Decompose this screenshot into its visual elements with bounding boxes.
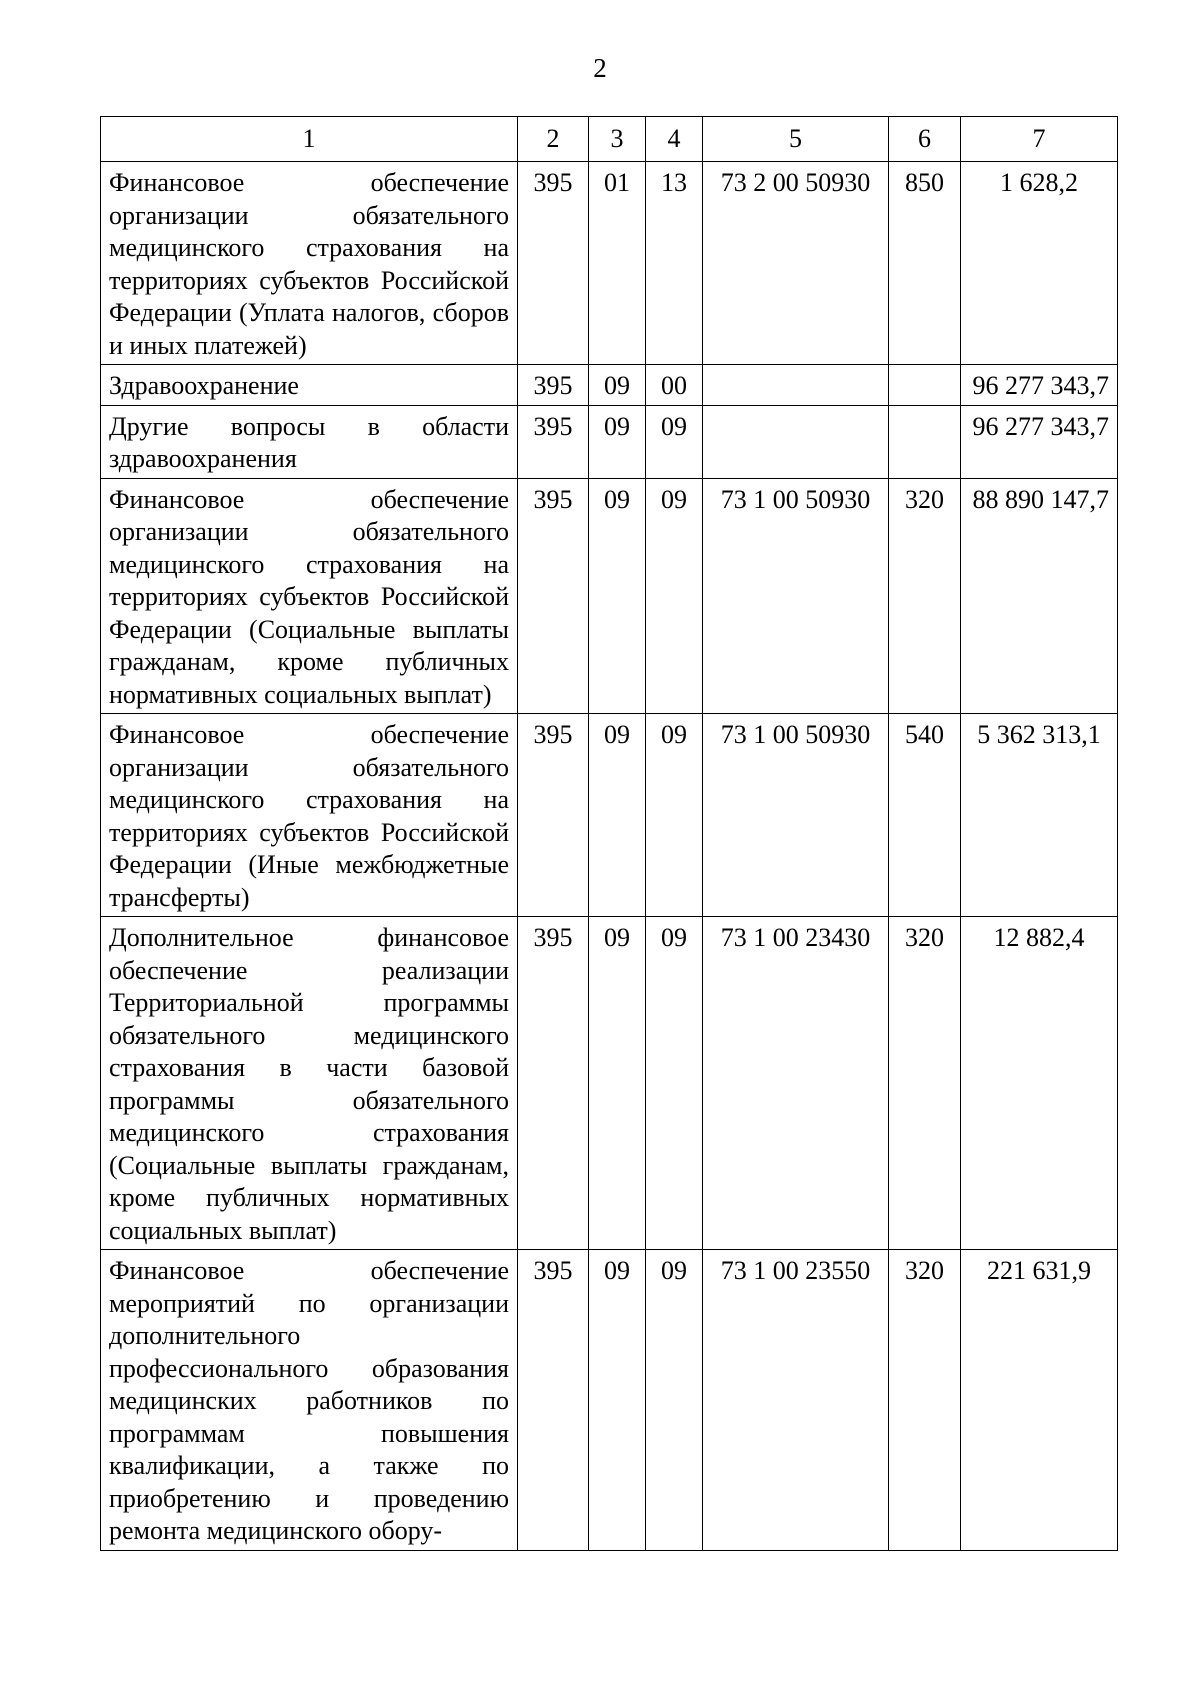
row-expense-type (889, 405, 961, 478)
row-section-code: 09 (589, 1250, 646, 1551)
row-target-article: 73 1 00 23550 (703, 1250, 889, 1551)
budget-table (100, 116, 1118, 1551)
row-name: Финансовое обеспечение организации обязательного медицинского страхования на территориях субъектов Российской Федерации (Социальные выплаты гражданам, кроме публичных нормативных социальных выплат) (101, 478, 518, 714)
row-admin-code: 395 (518, 365, 589, 406)
row-admin-code: 395 (518, 478, 589, 714)
row-name: Другие вопросы в области здравоохранения (101, 405, 518, 478)
row-section-code: 09 (589, 917, 646, 1250)
row-target-article (703, 405, 889, 478)
column-header-1: 1 (101, 117, 518, 162)
table-row (101, 162, 1118, 365)
row-subsection-code: 13 (646, 162, 703, 365)
row-amount: 96 277 343,7 (961, 365, 1118, 406)
row-subsection-code: 09 (646, 1250, 703, 1551)
row-name: Финансовое обеспечение мероприятий по организации дополнительного профессионального образования медицинских работников по программам повышения квалификации, а также по приобретению и проведению ремонта медицинского обору- (101, 1250, 518, 1551)
table-row (101, 405, 1118, 478)
row-admin-code: 395 (518, 714, 589, 917)
row-amount: 12 882,4 (961, 917, 1118, 1250)
row-expense-type: 320 (889, 917, 961, 1250)
row-admin-code: 395 (518, 1250, 589, 1551)
row-section-code: 09 (589, 365, 646, 406)
row-amount: 1 628,2 (961, 162, 1118, 365)
table-row (101, 478, 1118, 714)
column-header-2: 2 (518, 117, 589, 162)
row-subsection-code: 09 (646, 714, 703, 917)
column-header-6: 6 (889, 117, 961, 162)
row-amount: 5 362 313,1 (961, 714, 1118, 917)
row-name: Финансовое обеспечение организации обязательного медицинского страхования на территориях субъектов Российской Федерации (Уплата налогов, сборов и иных платежей) (101, 162, 518, 365)
row-section-code: 01 (589, 162, 646, 365)
row-target-article (703, 365, 889, 406)
row-admin-code: 395 (518, 162, 589, 365)
table-row (101, 917, 1118, 1250)
row-section-code: 09 (589, 714, 646, 917)
page-number: 2 (593, 53, 607, 83)
row-target-article: 73 1 00 23430 (703, 917, 889, 1250)
row-subsection-code: 09 (646, 917, 703, 1250)
table-row (101, 714, 1118, 917)
row-expense-type (889, 365, 961, 406)
row-expense-type: 320 (889, 478, 961, 714)
table-header-row (101, 117, 1118, 162)
row-name: Здравоохранение (101, 365, 518, 406)
row-section-code: 09 (589, 405, 646, 478)
column-header-3: 3 (589, 117, 646, 162)
column-header-4: 4 (646, 117, 703, 162)
row-expense-type: 320 (889, 1250, 961, 1551)
column-header-5: 5 (703, 117, 889, 162)
row-expense-type: 540 (889, 714, 961, 917)
row-admin-code: 395 (518, 917, 589, 1250)
row-target-article: 73 1 00 50930 (703, 478, 889, 714)
row-target-article: 73 2 00 50930 (703, 162, 889, 365)
row-target-article: 73 1 00 50930 (703, 714, 889, 917)
row-subsection-code: 09 (646, 478, 703, 714)
row-amount: 88 890 147,7 (961, 478, 1118, 714)
row-subsection-code: 00 (646, 365, 703, 406)
row-admin-code: 395 (518, 405, 589, 478)
row-subsection-code: 09 (646, 405, 703, 478)
row-name: Финансовое обеспечение организации обязательного медицинского страхования на территориях субъектов Российской Федерации (Иные межбюджетные трансферты) (101, 714, 518, 917)
row-section-code: 09 (589, 478, 646, 714)
row-amount: 96 277 343,7 (961, 405, 1118, 478)
table-row (101, 365, 1118, 406)
row-expense-type: 850 (889, 162, 961, 365)
row-amount: 221 631,9 (961, 1250, 1118, 1551)
table-row (101, 1250, 1118, 1551)
row-name: Дополнительное финансовое обеспечение реализации Территориальной программы обязательного медицинского страхования в части базовой программы обязательного медицинского страхования (Социальные выплаты гражданам, кроме публичных нормативных социальных выплат) (101, 917, 518, 1250)
column-header-7: 7 (961, 117, 1118, 162)
